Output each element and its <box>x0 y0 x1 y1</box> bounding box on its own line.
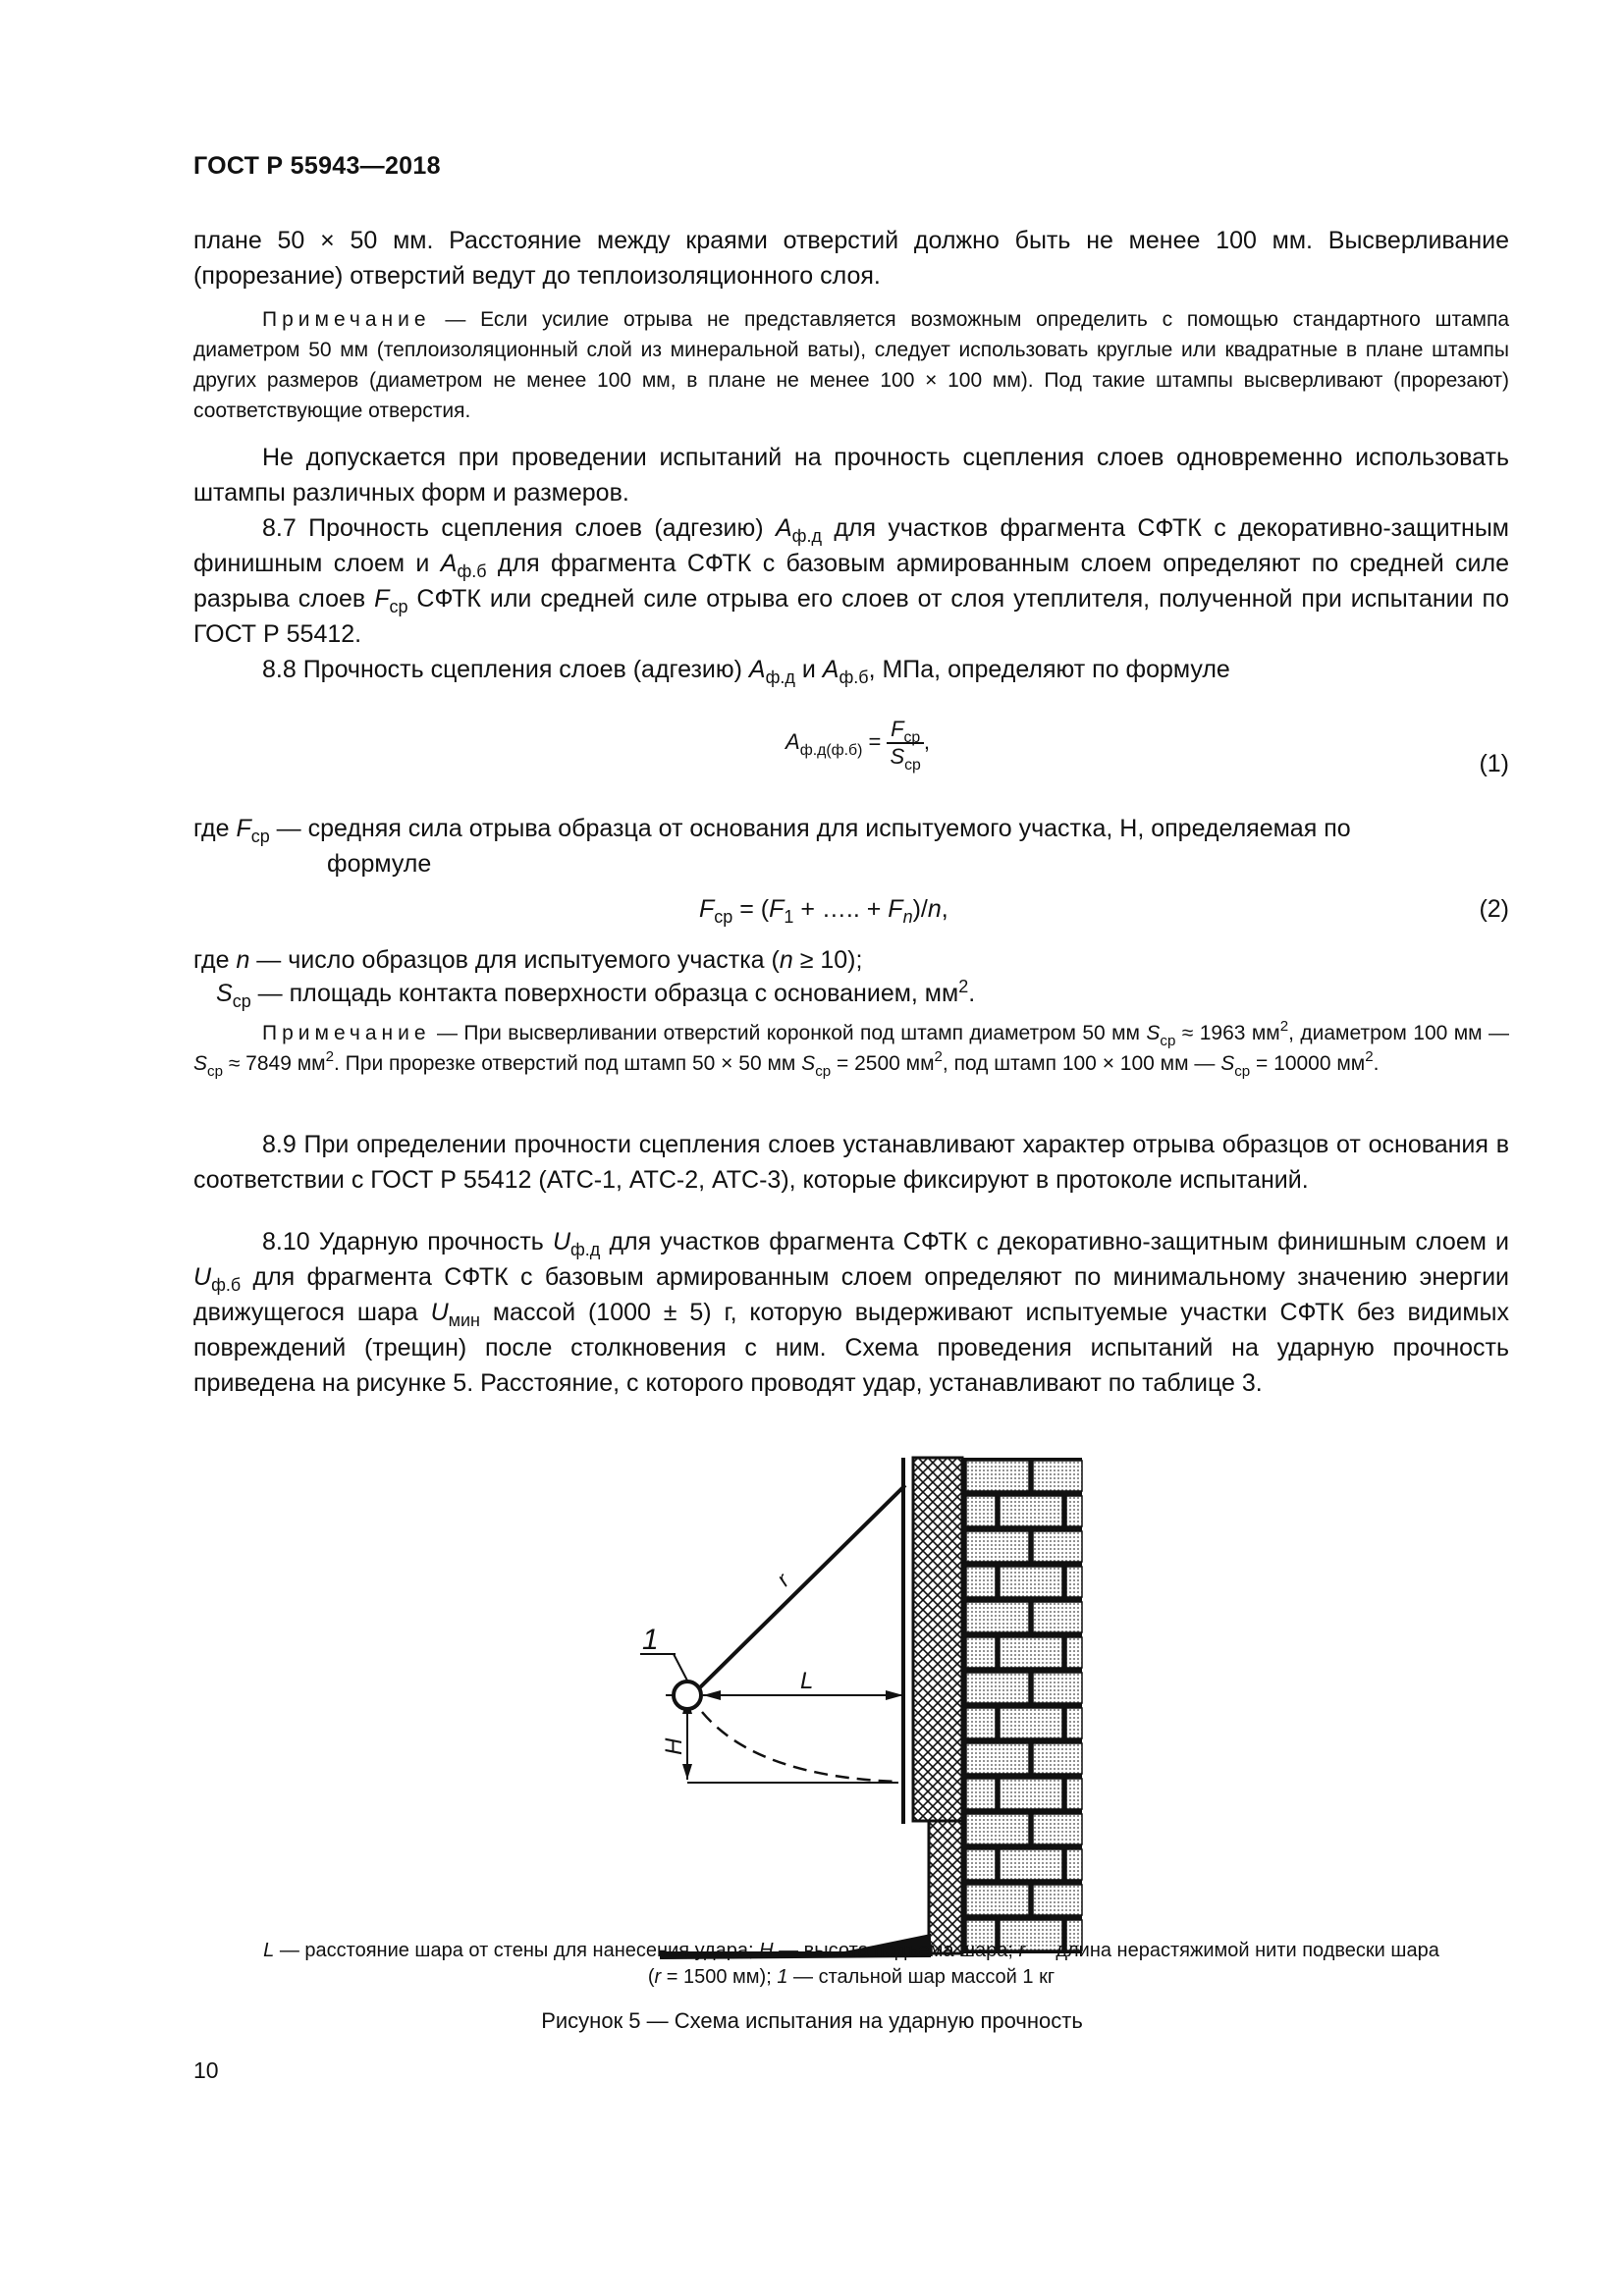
brick <box>966 1496 996 1526</box>
brick <box>966 1567 996 1597</box>
brick <box>966 1849 996 1880</box>
paragraph-8-8: 8.8 Прочность сцепления слоев (адгезию) $А_{ф.д}$ и $А_{ф.б}$, МПа, определяют по формуле <box>262 656 1230 687</box>
where-n: где n — число образцов для испытуемого участка (n ≥ 10); <box>193 946 863 974</box>
brick <box>1066 1637 1082 1668</box>
brick <box>966 1814 1029 1844</box>
brick <box>966 1743 1029 1774</box>
paragraph-stamps: Не допускается при проведении испытаний на прочность сцепления слоев одновременно использовать штампы различных форм и размеров. <box>193 444 1509 507</box>
brick <box>966 1885 1029 1915</box>
where-s: $S_{ср}$ — площадь контакта поверхности образца с основанием, $мм^2$. <box>216 977 976 1011</box>
paragraph-continued: плане 50 × 50 мм. Расстояние между краями отверстий должно быть не менее 100 мм. Высверливание (прорезание) отверстий ведут до теплоизоляционного слоя. <box>193 227 1509 290</box>
label-L: L <box>800 1668 814 1694</box>
steel-ball <box>674 1682 701 1709</box>
brick-wall <box>962 1458 1082 1953</box>
brick <box>1066 1708 1082 1738</box>
brick <box>1000 1708 1062 1738</box>
equation-1: $А_{ф.д(ф.б)}$ = $\frac{F_{ср}}{S_{ср}}$ , <box>785 717 930 774</box>
insulation-layer <box>913 1458 962 1821</box>
where-f-cont: формуле <box>327 850 432 878</box>
equation-1-number: (1) <box>1479 750 1509 777</box>
figure-legend: L — расстояние шара от стены для нанесения удара; H — высота подъема шара; r — длина нерастяжимой нити подвески шара (r = 1500 мм); 1 — стальной шар массой 1 кг <box>263 1940 1439 1988</box>
brick <box>966 1779 996 1809</box>
ball-trajectory <box>702 1712 898 1782</box>
note-label: Примечание <box>262 308 431 331</box>
figure-caption: Рисунок 5 — Схема испытания на ударную прочность <box>541 2008 1083 2033</box>
brick <box>966 1673 1029 1703</box>
insulation-base <box>929 1821 962 1953</box>
equation-2: $F_{ср} = (F_1$ + ….. + $F_n)/n$, <box>699 895 948 927</box>
brick <box>966 1531 1029 1562</box>
brick <box>1066 1496 1082 1526</box>
note-2: Примечание — При высверливании отверстий коронкой под штамп диаметром 50 мм $S_{ср} \approx 1963$ $мм^2$, диаметром 100 мм — $S_{ср} \approx 7849$ $мм^2$. При прорезке отверстий под штамп 50 × 50 мм $S_{ср} = 2500$ $мм^2$, под штамп 100 × 100 мм — $S_{ср} = 10000$ $мм^2$. <box>193 1018 1509 1080</box>
brick <box>1033 1531 1082 1562</box>
brick <box>1066 1849 1082 1880</box>
brick <box>1000 1637 1062 1668</box>
brick <box>966 1602 1029 1632</box>
brick <box>966 1637 996 1668</box>
brick <box>1066 1779 1082 1809</box>
document-header: ГОСТ Р 55943—2018 <box>193 152 441 180</box>
note-text: — Если усилие отрыва не представляется возможным определить с помощью стандартного штампа диаметром 50 мм (теплоизоляционный слой из минеральной ваты), следует использовать круглые или квадратные в плане штампы других размеров (диаметром не менее 100 мм, в плане не менее 100 × 100 мм). Под такие штампы высверливают (прорезают) соответствующие отверстия. <box>193 308 1509 422</box>
brick <box>1033 1461 1082 1491</box>
where-f: где $F_{ср}$ — средняя сила отрыва образца от основания для испытуемого участка, Н, определяемая по <box>193 815 1351 846</box>
label-r: r <box>771 1568 794 1591</box>
brick <box>1000 1779 1062 1809</box>
brick <box>1000 1567 1062 1597</box>
brick <box>966 1461 1029 1491</box>
label-ball: 1 <box>642 1624 659 1656</box>
equation-2-number: (2) <box>1479 895 1509 923</box>
string-r <box>699 1485 905 1688</box>
brick <box>1033 1885 1082 1915</box>
paragraph-8-10: 8.10 Ударную прочность $U_{ф.д}$ для участков фрагмента СФТК с декоративно-защитным финишным слоем и $U_{ф.б}$ для фрагмента СФТК с базовым армированным слоем определяют по минимальному значению энергии движущегося шара $U_{мин}$ массой (1000 ± 5) г, которую выдерживают испытуемые участки СФТК без видимых повреждений (трещин) после столкновения с ним. Схема проведения испытаний на ударную прочность приведена на рисунке 5. Расстояние, с которого проводят удар, устанавливают по таблице 3. <box>193 1228 1509 1397</box>
fraction: $\frac{F_{ср}}{S_{ср}}$ <box>887 717 923 770</box>
paragraph-8-9: 8.9 При определении прочности сцепления слоев устанавливают характер отрыва образцов от основания в соответствии с ГОСТ Р 55412 (АТС-1, АТС-2, АТС-3), которые фиксируют в протоколе испытаний. <box>193 1131 1509 1194</box>
brick <box>1033 1814 1082 1844</box>
brick <box>1000 1849 1062 1880</box>
paragraph-8-7: 8.7 Прочность сцепления слоев (адгезию) $А_{ф.д}$ для участков фрагмента СФТК с декоративно-защитным финишным слоем и $А_{ф.б}$ для фрагмента СФТК с базовым армированным слоем определяют по средней силе разрыва слоев $F_{ср}$ СФТК или средней силе отрыва его слоев от слоя утеплителя, полученной при испытании по ГОСТ Р 55412. <box>193 514 1509 648</box>
brick <box>1033 1673 1082 1703</box>
brick <box>1066 1567 1082 1597</box>
page-number: 10 <box>193 2057 219 2083</box>
label-H: H <box>661 1737 687 1755</box>
brick <box>1033 1743 1082 1774</box>
brick <box>1033 1602 1082 1632</box>
brick <box>966 1708 996 1738</box>
brick <box>1000 1496 1062 1526</box>
